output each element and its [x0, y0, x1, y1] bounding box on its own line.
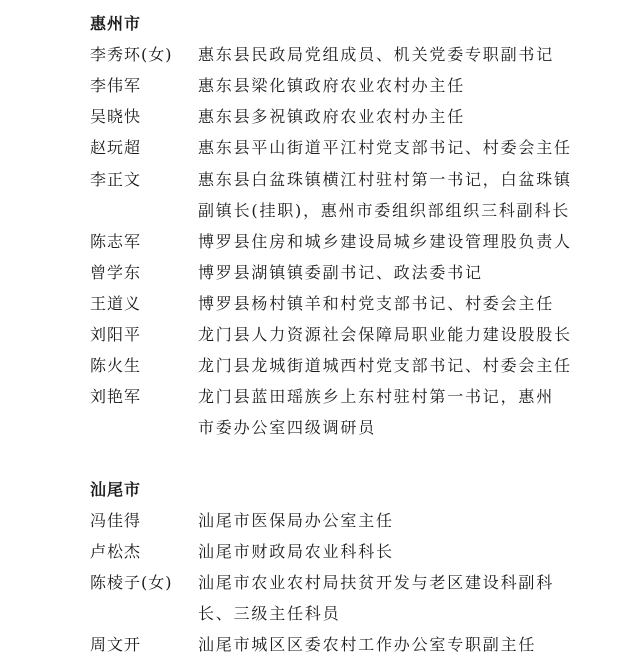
person-name: 刘艳军	[90, 387, 142, 406]
person-title: 汕尾市医保局办公室主任	[198, 511, 394, 530]
person-title-continued: 副镇长(挂职)，惠州市委组织部组织三科副科长	[198, 201, 571, 220]
person-title: 博罗县住房和城乡建设局城乡建设管理股负责人	[198, 232, 572, 251]
person-title: 汕尾市财政局农业科科长	[198, 542, 394, 561]
person-name: 王道义	[90, 294, 142, 313]
person-name: 李正文	[90, 170, 142, 189]
person-title: 龙门县人力资源社会保障局职业能力建设股股长	[198, 325, 572, 344]
person-name: 陈棱子(女)	[90, 573, 173, 592]
person-title: 龙门县蓝田瑶族乡上东村驻村第一书记，惠州	[198, 387, 555, 406]
person-title: 龙门县龙城街道城西村党支部书记、村委会主任	[198, 356, 572, 375]
person-title-continued: 长、三级主任科员	[198, 604, 341, 623]
person-title-continued: 市委办公室四级调研员	[198, 418, 377, 437]
person-name: 冯佳得	[90, 511, 142, 530]
person-name: 李秀环(女)	[90, 45, 173, 64]
person-name: 李伟军	[90, 76, 142, 95]
person-title: 汕尾市城区区委农村工作办公室专职副主任	[198, 635, 537, 654]
person-title: 博罗县杨村镇羊和村党支部书记、村委会主任	[198, 294, 555, 313]
person-title: 惠东县梁化镇政府农业农村办主任	[198, 76, 466, 95]
person-name: 曾学东	[90, 263, 142, 282]
person-name: 陈火生	[90, 356, 142, 375]
person-title: 博罗县湖镇镇委副书记、政法委书记	[198, 263, 483, 282]
person-title: 惠东县民政局党组成员、机关党委专职副书记	[198, 45, 555, 64]
person-name: 周文开	[90, 635, 142, 654]
person-title: 汕尾市农业农村局扶贫开发与老区建设科副科	[198, 573, 555, 592]
person-title: 惠东县白盆珠镇横江村驻村第一书记，白盆珠镇	[198, 170, 572, 189]
person-name: 吴晓快	[90, 107, 142, 126]
person-name: 赵玩超	[90, 138, 142, 157]
section-title: 汕尾市	[90, 480, 142, 499]
person-name: 刘阳平	[90, 325, 142, 344]
person-name: 卢松杰	[90, 542, 142, 561]
person-name: 陈志军	[90, 232, 142, 251]
person-title: 惠东县多祝镇政府农业农村办主任	[198, 107, 466, 126]
section-title: 惠州市	[90, 14, 142, 33]
person-title: 惠东县平山街道平江村党支部书记、村委会主任	[198, 138, 572, 157]
